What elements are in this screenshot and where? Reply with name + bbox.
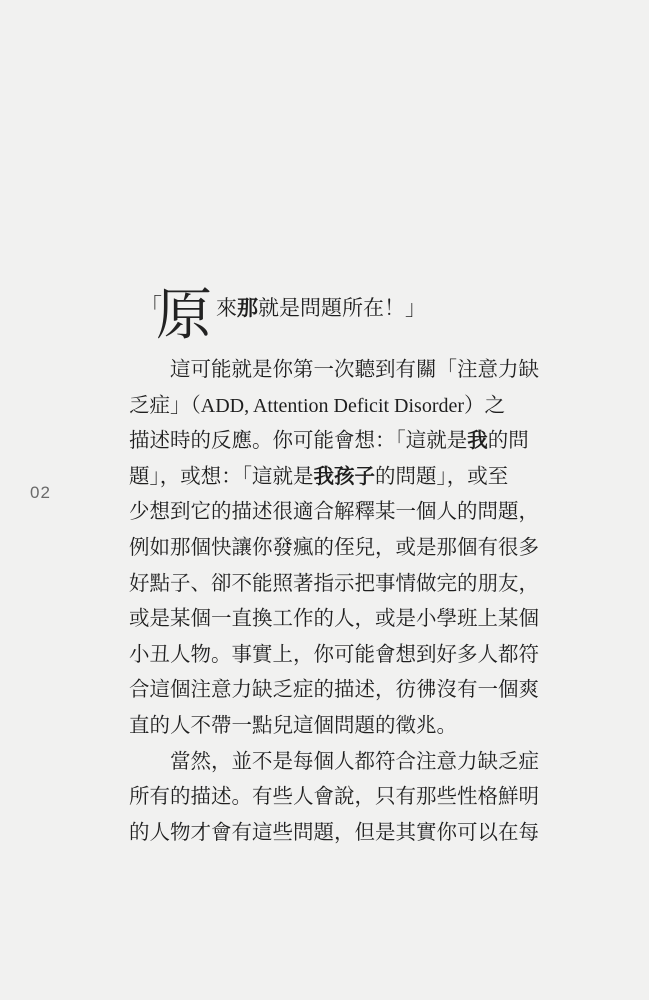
text-segment: 小丑人物。事實上，你可能會想到好多人都符 (129, 641, 539, 666)
text-line (129, 708, 574, 744)
text-segment: 描述時的反應。你可能會想：「這就是 (129, 428, 468, 453)
text-segment: 例如那個快讓你發瘋的侄兒，或是那個有很多 (129, 534, 539, 559)
text-line (129, 530, 574, 566)
text-segment: 或是某個一直換工作的人，或是小學班上某個 (129, 606, 539, 631)
emphasis-my-child: 我孩子 (313, 463, 375, 488)
body-text (129, 352, 574, 850)
opening-bracket: 「 (140, 295, 163, 320)
text-segment: 所有的描述。有些人會說，只有那些性格鮮明 (129, 784, 539, 809)
english-term: ADD, Attention Deficit Disorder (200, 394, 465, 417)
text-line (129, 423, 574, 459)
opening-segment: 來 (216, 296, 237, 320)
text-line (129, 672, 574, 708)
text-segment: 題」，或想：「這就是 (129, 463, 314, 488)
text-segment: 少想到它的描述很適合解釋某一個人的問題， (129, 499, 539, 524)
text-line (129, 744, 574, 780)
text-line (129, 566, 574, 602)
text-segment: 合這個注意力缺乏症的描述，彷彿沒有一個爽 (129, 677, 539, 702)
page-number: 02 (30, 483, 51, 502)
text-segment: 好點子、卻不能照著指示把事情做完的朋友， (129, 570, 539, 595)
text-segment: 這可能就是你第一次聽到有關「注意力缺 (170, 357, 539, 381)
text-segment: 的人物才會有這些問題，但是其實你可以在每 (129, 819, 539, 844)
text-line (129, 352, 574, 388)
text-line (129, 637, 574, 673)
opening-segment: 就是問題所在！」 (258, 296, 426, 320)
drop-cap: 原 (156, 283, 212, 348)
text-line (129, 601, 574, 637)
text-segment: 當然，並不是每個人都符合注意力缺乏症 (170, 748, 539, 773)
text-line (129, 388, 574, 424)
emphasis-that: 那 (237, 296, 258, 320)
emphasis-me: 我 (467, 428, 488, 453)
text-segment: 乏症」（ (129, 392, 201, 417)
opening-quote (140, 276, 580, 346)
text-line (129, 815, 574, 851)
opening-quote-text (216, 292, 426, 322)
text-line (129, 779, 574, 815)
text-line (129, 459, 574, 495)
text-segment: 的問題」，或至 (375, 463, 509, 488)
text-segment: 直的人不帶一點兒這個問題的徵兆。 (129, 712, 457, 737)
text-segment: 的問 (487, 428, 529, 453)
text-line (129, 494, 574, 530)
text-segment: ）之 (464, 392, 506, 417)
